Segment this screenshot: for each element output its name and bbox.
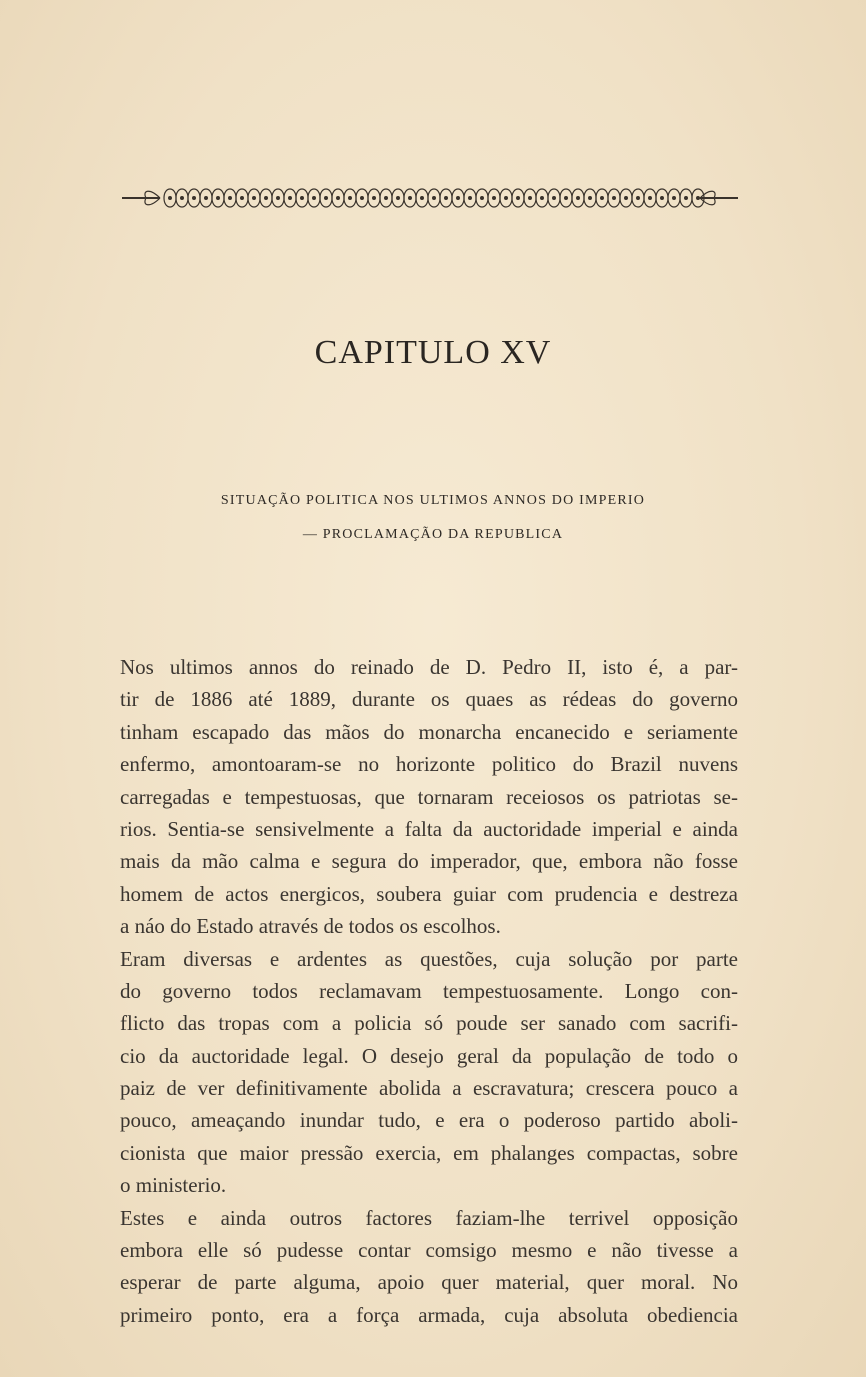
text-line: Eram diversas e ardentes as questões, cuja solução por parte: [120, 946, 738, 971]
paragraph: [120, 943, 738, 1202]
text-line: rios. Sentia-se sensivelmente a falta da auctoridade imperial e ainda: [120, 816, 738, 841]
text-line: tir de 1886 até 1889, durante os quaes as rédeas do governo: [120, 687, 738, 712]
text-line: enfermo, amontoaram-se no horizonte politico do Brazil nuvens: [120, 752, 738, 777]
text-line: a náo do Estado através de todos os escolhos.: [120, 914, 501, 939]
text-line: tinham escapado das mãos do monarcha encanecido e seriamente: [120, 719, 738, 744]
text-line: paiz de ver definitivamente abolida a escravatura; crescera pouco a: [120, 1076, 738, 1101]
paragraph: [120, 1202, 738, 1332]
text-line: cionista que maior pressão exercia, em phalanges compactas, sobre: [120, 1140, 738, 1165]
text-line: primeiro ponto, era a força armada, cuja absoluta obediencia: [120, 1302, 738, 1327]
text-line: embora elle só pudesse contar comsigo mesmo e não tivesse a: [120, 1238, 738, 1263]
text-line: homem de actos energicos, soubera guiar com prudencia e destreza: [120, 881, 738, 906]
text-line: mais da mão calma e segura do imperador, que, embora não fosse: [120, 849, 738, 874]
body-text: [120, 651, 738, 1331]
chapter-subtitle: [0, 484, 866, 552]
text-line: cio da auctoridade legal. O desejo geral da população de todo o: [120, 1043, 738, 1068]
text-line: esperar de parte alguma, apoio quer material, quer moral. No: [120, 1270, 738, 1295]
text-line: carregadas e tempestuosas, que tornaram receiosos os patriotas se-: [120, 784, 738, 809]
chapter-subtitle-line-1: SITUAÇÃO POLITICA NOS ULTIMOS ANNOS DO IMPERIO: [220, 493, 646, 508]
decorative-rule-ornament: [120, 180, 740, 216]
chapter-subtitle-line-2: — PROCLAMAÇÃO DA REPUBLICA: [302, 527, 564, 542]
text-line: pouco, ameaçando inundar tudo, e era o poderoso partido aboli-: [120, 1108, 738, 1133]
paragraph: [120, 651, 738, 943]
chapter-title: CAPITULO XV: [314, 334, 552, 371]
text-line: Nos ultimos annos do reinado de D. Pedro II, isto é, a par-: [120, 655, 738, 679]
text-line: flicto das tropas com a policia só poude ser sanado com sacrifi-: [120, 1011, 738, 1036]
text-line: do governo todos reclamavam tempestuosamente. Longo con-: [120, 978, 738, 1003]
text-line: o ministerio.: [120, 1173, 227, 1198]
text-line: Estes e ainda outros factores faziam-lhe terrivel opposição: [120, 1205, 738, 1230]
